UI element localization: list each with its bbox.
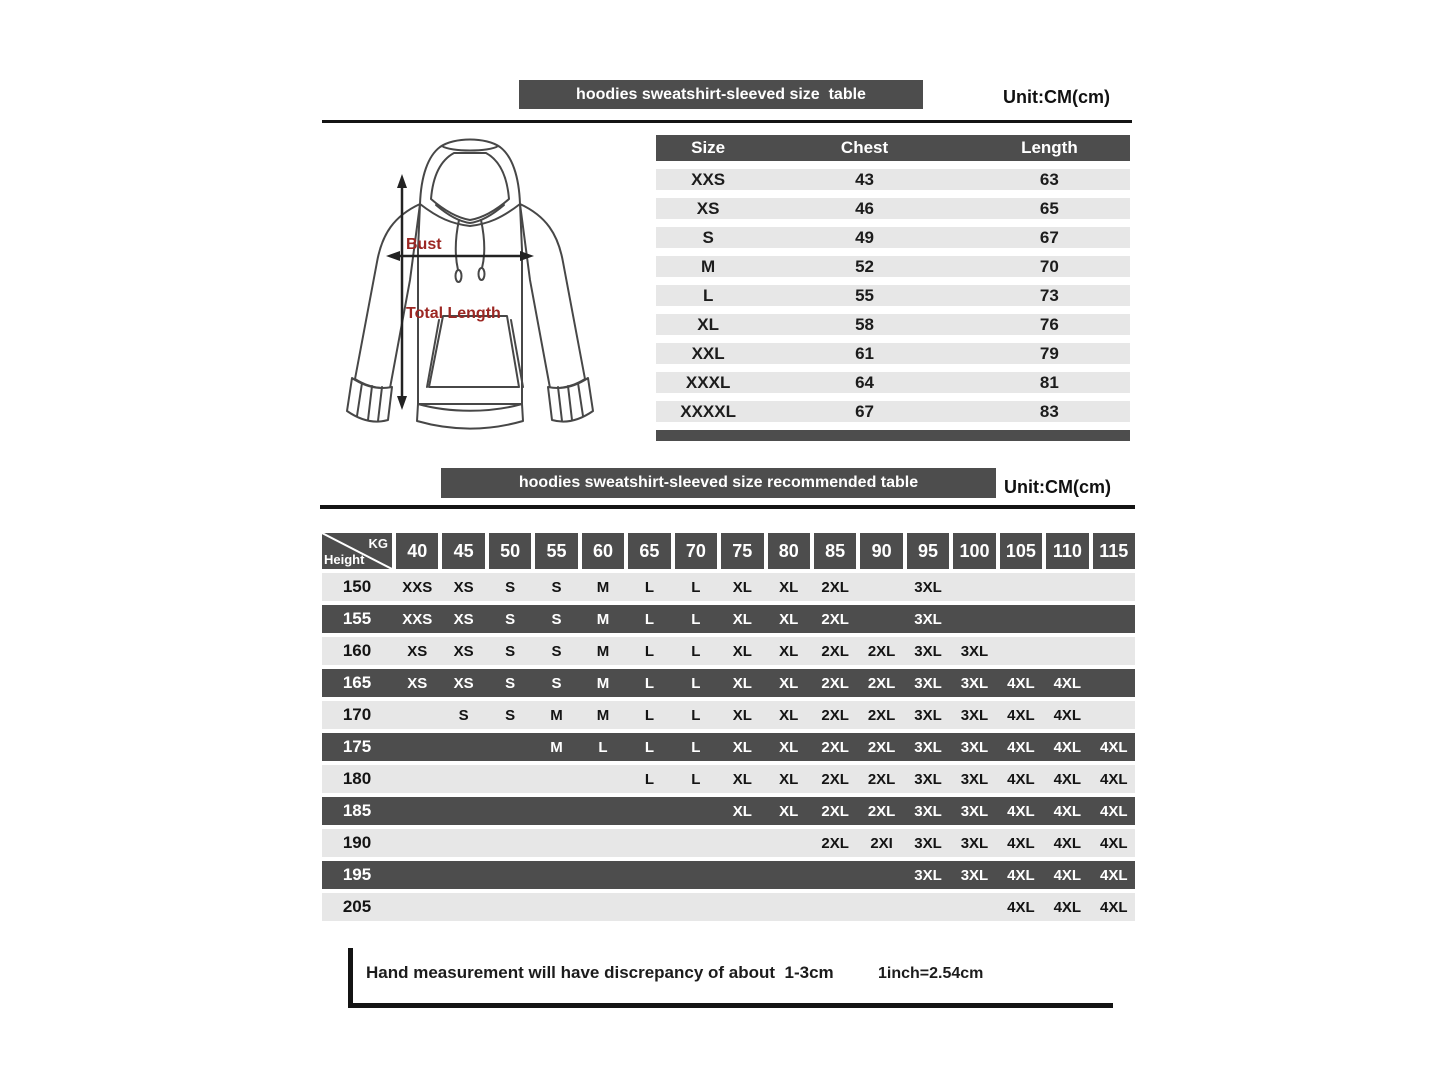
left-drawstring-tip (456, 270, 462, 282)
size-recommendation-cell: 4XL (1100, 738, 1128, 756)
size-recommendation-cell: XL (779, 738, 799, 756)
size-recommendation-cell: 4XL (1053, 802, 1082, 820)
size-recommendation-cell: L (644, 770, 654, 788)
size-recommendation-cell: 3XL (914, 834, 942, 852)
size-recommendation-cell: 2XL (821, 578, 849, 596)
height-cell: 195 (342, 865, 372, 884)
recommended-table-title: hoodies sweatshirt-sleeved size recommended table (518, 474, 919, 491)
size-recommendation-cell: XS (453, 610, 474, 628)
size-recommendation-cell: M (596, 674, 610, 692)
size-recommendation-cell: XL (779, 770, 799, 788)
size-recommendation-cell: XL (732, 610, 752, 628)
size-recommendation-cell: XL (732, 738, 752, 756)
matrix-row (322, 573, 1135, 601)
corner-height-label: Height (324, 552, 365, 567)
size-recommendation-cell: XXS (402, 578, 433, 596)
size-recommendation-cell: S (551, 674, 562, 692)
footer-left-bar (348, 948, 353, 1008)
size-recommendation-cell: 2XL (821, 706, 849, 724)
matrix-row (322, 605, 1135, 633)
size-recommendation-cell: 3XL (960, 834, 989, 852)
height-cell: 150 (342, 577, 372, 596)
size-recommendation-cell: 2XL (821, 610, 849, 628)
length-cell: 67 (1039, 227, 1059, 247)
size-recommendation-cell: 2XI (870, 834, 893, 852)
length-cell: 81 (1039, 372, 1059, 392)
size-recommendation-cell: L (644, 706, 654, 724)
size-recommendation-cell: 3XL (960, 738, 989, 756)
height-cell: 165 (342, 673, 372, 692)
size-recommendation-cell: 2XL (821, 642, 849, 660)
size-recommendation-cell: M (550, 738, 563, 756)
matrix-header-row (322, 533, 1135, 569)
size-cell: XXL (691, 343, 725, 363)
weight-header-cell: 50 (489, 533, 531, 569)
size-recommendation-cell: 3XL (914, 738, 942, 756)
size-recommendation-cell: 3XL (914, 802, 942, 820)
size-recommendation-cell: 2XL (867, 674, 896, 692)
measurement-discrepancy-note: Hand measurement will have discrepancy of about 1-3cm (366, 963, 834, 982)
size-recommendation-cell: 3XL (914, 866, 942, 884)
size-recommendation-cell: 3XL (960, 866, 989, 884)
length-cell: 76 (1039, 314, 1059, 334)
size-recommendation-cell: XL (732, 770, 752, 788)
size-recommendation-cell: S (505, 642, 516, 660)
size-cell: XS (696, 198, 720, 218)
weight-header-cell: 40 (396, 533, 438, 569)
size-recommendation-cell: L (691, 642, 701, 660)
size-table (656, 135, 1130, 441)
size-recommendation-cell: S (505, 674, 516, 692)
arrow-down-icon (397, 396, 407, 410)
size-recommendation-cell: 4XL (1007, 802, 1035, 820)
matrix-row (322, 701, 1135, 729)
size-recommendation-cell: L (644, 738, 654, 756)
matrix-row (322, 637, 1135, 665)
size-recommendation-cell: 3XL (914, 642, 942, 660)
size-recommendation-cell: 4XL (1007, 898, 1035, 916)
height-cell: 170 (342, 705, 372, 724)
size-recommendation-cell: 4XL (1053, 674, 1082, 692)
size-recommendation-cell: 2XL (821, 738, 849, 756)
chest-cell: 49 (855, 227, 874, 247)
size-recommendation-matrix (322, 533, 1135, 921)
height-cell: 175 (342, 737, 372, 756)
size-recommendation-cell: XL (732, 578, 752, 596)
chest-cell: 43 (855, 169, 874, 189)
matrix-row (322, 733, 1135, 761)
chest-cell: 58 (855, 314, 874, 334)
height-cell: 160 (342, 641, 372, 660)
size-recommendation-cell: 2XL (821, 802, 849, 820)
weight-header-cell: 115 (1093, 533, 1135, 569)
column-header-length: Length (1021, 138, 1078, 157)
size-recommendation-cell: 4XL (1100, 770, 1128, 788)
weight-header-cell: 75 (721, 533, 763, 569)
size-recommendation-cell: L (691, 578, 701, 596)
size-recommendation-cell: XXS (402, 610, 433, 628)
size-recommendation-cell: L (644, 674, 654, 692)
size-cell: S (702, 227, 714, 247)
size-table-body (656, 169, 1130, 422)
size-recommendation-cell: 2XL (821, 834, 849, 852)
size-recommendation-cell: 2XL (867, 642, 896, 660)
size-recommendation-cell: 2XL (867, 706, 896, 724)
size-recommendation-cell: M (596, 706, 610, 724)
length-cell: 70 (1039, 256, 1059, 276)
size-recommendation-cell: S (551, 610, 562, 628)
size-table-row (656, 372, 1130, 393)
chest-cell: 61 (855, 343, 874, 363)
size-recommendation-cell: XS (453, 674, 474, 692)
size-recommendation-cell: XL (779, 674, 799, 692)
right-drawstring-tip (479, 268, 485, 280)
size-recommendation-cell: 3XL (914, 674, 942, 692)
size-recommendation-cell: 4XL (1007, 674, 1035, 692)
size-recommendation-cell: L (598, 738, 608, 756)
weight-header-cell: 60 (582, 533, 624, 569)
height-cell: 190 (342, 833, 372, 852)
size-recommendation-cell: S (458, 706, 469, 724)
height-cell: 205 (342, 897, 372, 916)
size-cell: XXXL (685, 372, 731, 392)
size-recommendation-cell: S (551, 578, 562, 596)
size-table-row (656, 169, 1130, 190)
size-recommendation-cell: L (644, 610, 654, 628)
size-recommendation-cell: S (505, 578, 516, 596)
size-recommendation-cell: XS (407, 642, 428, 660)
size-table-unit-label: Unit:CM(cm) (1003, 87, 1110, 107)
size-recommendation-cell: 2XL (867, 770, 896, 788)
matrix-row (322, 861, 1135, 889)
length-cell: 65 (1039, 198, 1059, 218)
size-recommendation-cell: 4XL (1053, 738, 1082, 756)
size-recommendation-cell: 4XL (1100, 898, 1128, 916)
size-table-bottom-bar (656, 430, 1130, 441)
size-table-row (656, 314, 1130, 335)
size-recommendation-cell: XL (732, 706, 752, 724)
length-cell: 79 (1039, 343, 1059, 363)
size-recommendation-cell: XL (732, 802, 752, 820)
size-recommendation-cell: 4XL (1100, 834, 1128, 852)
weight-header-cell: 85 (814, 533, 856, 569)
size-recommendation-cell: 2XL (821, 770, 849, 788)
size-recommendation-cell: M (596, 578, 610, 596)
size-table-row (656, 401, 1130, 422)
size-recommendation-cell: XS (453, 578, 474, 596)
size-recommendation-cell: 4XL (1007, 770, 1035, 788)
size-recommendation-cell: M (550, 706, 563, 724)
size-recommendation-cell: 4XL (1007, 866, 1035, 884)
chest-cell: 46 (855, 198, 874, 218)
length-cell: 83 (1039, 401, 1059, 421)
size-recommendation-cell: 4XL (1100, 802, 1128, 820)
column-header-size: Size (691, 138, 726, 157)
size-recommendation-cell: 3XL (914, 770, 942, 788)
size-recommendation-cell: L (691, 674, 701, 692)
size-table-title: hoodies sweatshirt-sleeved size table (576, 85, 866, 103)
size-recommendation-cell: 2XL (867, 738, 896, 756)
size-recommendation-cell: 4XL (1007, 706, 1035, 724)
weight-header-cell: 100 (953, 533, 995, 569)
corner-kg-label: KG (368, 536, 388, 551)
size-cell: XXXXL (680, 401, 736, 421)
size-recommendation-cell: XL (779, 578, 799, 596)
size-cell: XXS (691, 169, 726, 189)
inch-conversion-note: 1inch=2.54cm (878, 965, 984, 982)
footer-bottom-line (348, 1003, 1113, 1008)
size-recommendation-cell: 2XL (821, 674, 849, 692)
chest-cell: 67 (855, 401, 874, 421)
weight-header-cell: 80 (768, 533, 810, 569)
size-recommendation-cell: S (505, 706, 516, 724)
size-recommendation-cell: L (691, 770, 701, 788)
recommended-table-title-bar (441, 468, 996, 498)
size-recommendation-cell: XS (453, 642, 474, 660)
size-recommendation-cell: L (644, 642, 654, 660)
height-cell: 180 (342, 769, 372, 788)
matrix-row (322, 829, 1135, 857)
weight-header-cell: 90 (860, 533, 902, 569)
size-recommendation-cell: XL (779, 802, 799, 820)
recommended-table-unit-label: Unit:CM(cm) (1004, 477, 1111, 497)
hoodie-measurement-diagram (330, 130, 610, 452)
size-table-header-row (656, 135, 1130, 161)
weight-header-cell: 65 (628, 533, 670, 569)
height-cell: 155 (342, 609, 372, 628)
size-recommendation-cell: M (596, 642, 610, 660)
column-header-chest: Chest (840, 138, 889, 157)
hoodie-pocket (429, 316, 519, 387)
size-recommendation-cell: L (691, 610, 701, 628)
hoodie-left-sleeve (355, 204, 420, 388)
weight-header-cell: 45 (442, 533, 484, 569)
size-recommendation-cell: 4XL (1007, 834, 1035, 852)
weight-header-cell: 105 (1000, 533, 1042, 569)
height-cell: 185 (342, 801, 372, 820)
size-recommendation-cell: XL (779, 642, 799, 660)
length-cell: 63 (1039, 169, 1059, 189)
size-recommendation-cell: L (644, 578, 654, 596)
total-length-label: Total Length (406, 305, 501, 322)
size-recommendation-cell: M (596, 610, 610, 628)
size-table-title-bar (519, 80, 923, 109)
size-recommendation-cell: XL (732, 642, 752, 660)
size-recommendation-cell: XL (779, 706, 799, 724)
size-recommendation-cell: 4XL (1007, 738, 1035, 756)
size-table-row (656, 227, 1130, 248)
size-cell: L (702, 285, 714, 305)
size-table-row (656, 285, 1130, 306)
size-recommendation-cell: 4XL (1053, 770, 1082, 788)
size-table-row (656, 343, 1130, 364)
bust-label: Bust (406, 236, 442, 253)
matrix-body (322, 573, 1135, 921)
size-recommendation-cell: L (691, 706, 701, 724)
size-recommendation-cell: XL (732, 674, 752, 692)
size-recommendation-cell: 4XL (1053, 834, 1082, 852)
size-recommendation-cell: 3XL (914, 578, 942, 596)
size-recommendation-cell: 4XL (1053, 898, 1082, 916)
length-cell: 73 (1039, 285, 1059, 305)
matrix-corner-cell (322, 533, 392, 569)
size-recommendation-cell: 4XL (1053, 706, 1082, 724)
arrow-up-icon (397, 174, 407, 188)
middle-divider-line (320, 505, 1135, 509)
size-recommendation-cell: 3XL (960, 674, 989, 692)
size-cell: M (701, 256, 716, 276)
size-recommendation-cell: 3XL (914, 610, 942, 628)
matrix-row (322, 765, 1135, 793)
weight-header-cell: 70 (675, 533, 717, 569)
size-recommendation-cell: XL (779, 610, 799, 628)
hoodie-right-sleeve (520, 204, 585, 388)
matrix-row (322, 669, 1135, 697)
size-cell: XL (697, 314, 719, 334)
size-recommendation-cell: 3XL (914, 706, 942, 724)
top-divider-line (322, 120, 1132, 123)
size-recommendation-cell: 2XL (867, 802, 896, 820)
size-recommendation-cell: S (551, 642, 562, 660)
chest-cell: 64 (855, 372, 874, 392)
size-recommendation-cell: 3XL (960, 642, 989, 660)
size-recommendation-cell: L (691, 738, 701, 756)
size-recommendation-cell: 3XL (960, 706, 989, 724)
weight-header-cell: 110 (1046, 533, 1088, 569)
hoodie-hem-band (417, 404, 523, 429)
size-recommendation-cell: 3XL (960, 770, 989, 788)
chest-cell: 52 (855, 256, 874, 276)
size-recommendation-cell: S (505, 610, 516, 628)
matrix-row (322, 893, 1135, 921)
size-recommendation-cell: 4XL (1053, 866, 1082, 884)
size-recommendation-cell: XS (407, 674, 428, 692)
chest-cell: 55 (855, 285, 874, 305)
size-recommendation-cell: 4XL (1100, 866, 1128, 884)
size-recommendation-cell: 3XL (960, 802, 989, 820)
matrix-row (322, 797, 1135, 825)
weight-header-cell: 55 (535, 533, 577, 569)
size-table-row (656, 198, 1130, 219)
weight-header-cell: 95 (907, 533, 949, 569)
size-table-row (656, 256, 1130, 277)
